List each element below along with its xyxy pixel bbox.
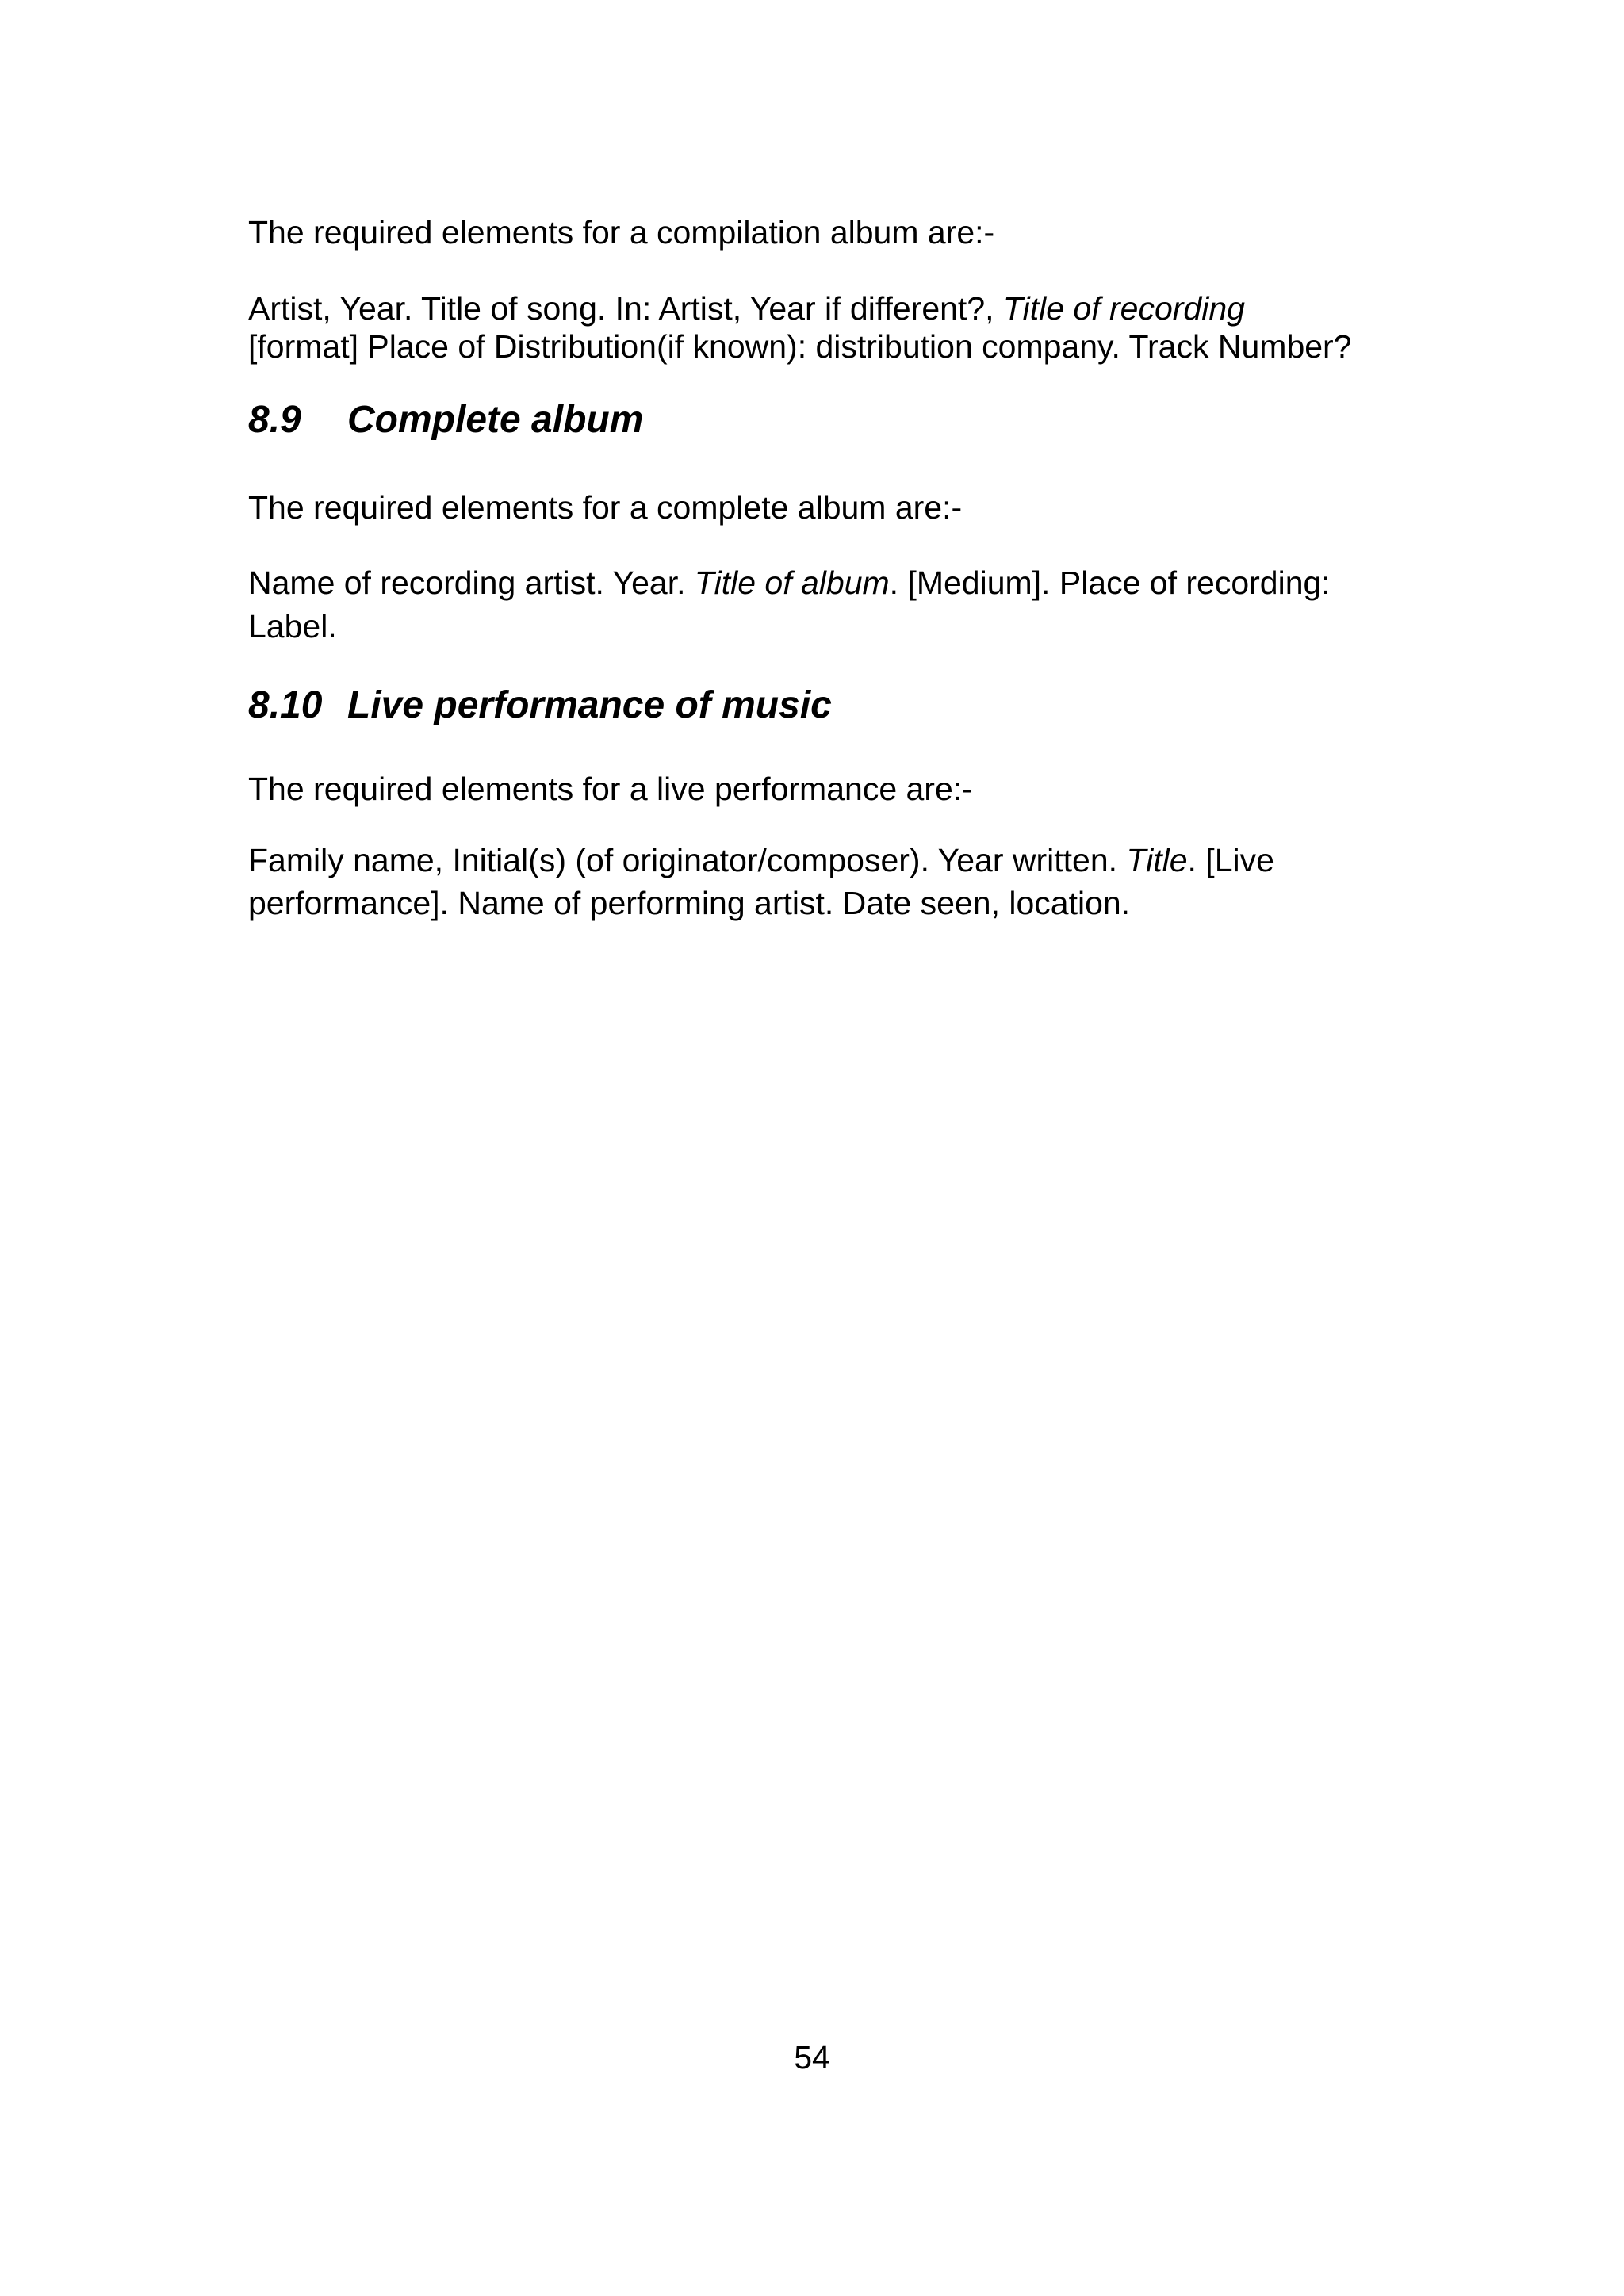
complete-album-intro: The required elements for a complete album are:- [248,489,963,526]
live-performance-format-text: Family name, Initial(s) (of originator/composer). Year written. [248,842,1127,878]
section-number: 8.9 [248,399,301,441]
compilation-format-text: Artist, Year. Title of song. In: Artist, Year if different?, [248,290,1003,327]
live-performance-intro: The required elements for a live performance are:- [248,771,973,807]
section-heading-complete-album [248,398,643,442]
compilation-format-line-2: [format] Place of Distribution(if known): distribution company. Track Number? [248,328,1352,365]
live-performance-format-line-2: performance]. Name of performing artist. Date seen, location. [248,885,1131,921]
compilation-format-line-1 [248,290,1245,327]
complete-album-format-text: Name of recording artist. Year. [248,564,695,601]
section-title: Live performance of music [347,684,832,726]
page-number: 54 [794,2039,830,2076]
complete-album-format-line-2: Label. [248,608,337,645]
section-number: 8.10 [248,684,323,726]
compilation-format-italic: Title of recording [1002,290,1245,327]
section-title: Complete album [347,399,644,441]
complete-album-format-line-1 [248,564,1331,602]
live-performance-format-text-2: . [Live [1187,842,1274,878]
live-performance-format-italic: Title [1126,842,1188,878]
section-heading-live-performance [248,683,832,727]
compilation-intro: The required elements for a compilation album are:- [248,214,995,251]
complete-album-format-italic: Title of album [694,564,890,601]
live-performance-format-line-1 [248,842,1274,879]
complete-album-format-text-2: . [Medium]. Place of recording: [889,564,1331,601]
